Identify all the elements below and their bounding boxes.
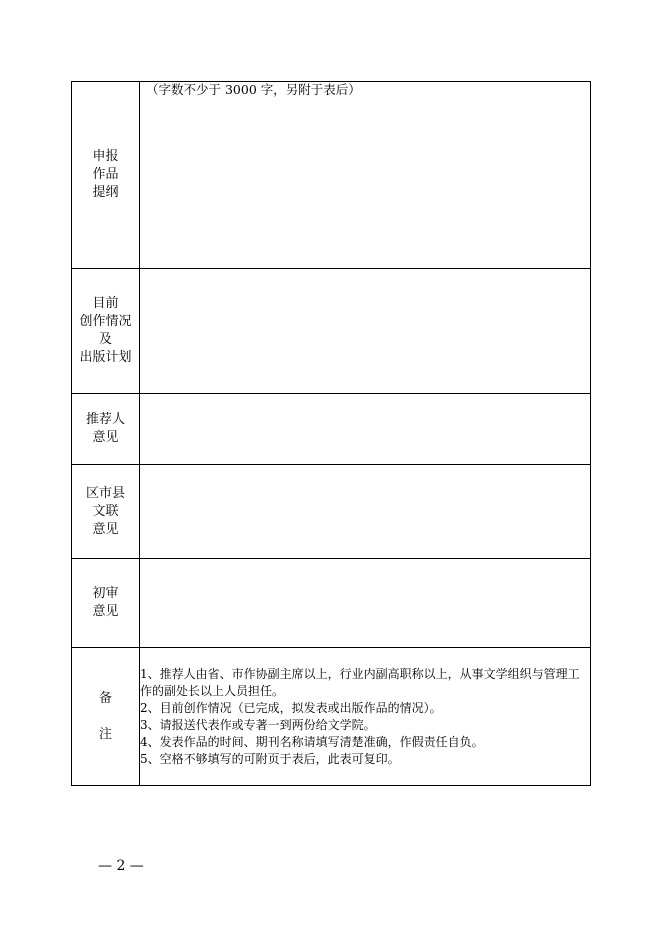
creation-status-label: [72, 269, 140, 394]
label-line: 意见: [92, 521, 119, 537]
label-line: 作品: [92, 167, 119, 182]
recommender-row: [72, 394, 591, 465]
label-line: 推荐人: [85, 412, 125, 427]
label-line: 创作情况: [79, 314, 132, 329]
label-line: 备: [98, 690, 112, 706]
district-federation-label: [72, 465, 140, 559]
district-federation-row: [72, 465, 591, 559]
label-line: 申报: [92, 149, 119, 164]
remarks-label: [72, 648, 140, 786]
remarks-notes: [140, 648, 591, 786]
outline-hint: （字数不少于 3000 字，另附于表后）: [146, 82, 361, 97]
label-line: 意见: [92, 430, 119, 445]
creation-status-field[interactable]: [140, 269, 591, 394]
remark-note: 4、发表作品的时间、期刊名称请填写清楚准确，作假责任自负。: [140, 734, 484, 749]
label-line: 目前: [92, 296, 119, 311]
creation-status-row: [72, 269, 591, 394]
recommender-label: [72, 394, 140, 465]
label-line: 区市县: [85, 485, 125, 501]
preliminary-review-row: [72, 559, 591, 648]
label-line: 文联: [92, 503, 119, 519]
preliminary-review-field[interactable]: [140, 559, 591, 648]
label-line: 及: [98, 332, 112, 347]
remarks-row: [72, 648, 591, 786]
label-line: 初审: [92, 586, 119, 601]
outline-label: [72, 82, 140, 269]
application-form-table: [71, 81, 591, 786]
label-line: 提纲: [92, 185, 119, 200]
remark-note: 1、推荐人由省、市作协副主席以上，行业内副高职称以上，从事文学组织与管理工作的副处长以上人员担任。: [140, 666, 580, 698]
remark-note: 3、请报送代表作或专著一到两份给文学院。: [140, 717, 376, 732]
preliminary-review-label: [72, 559, 140, 648]
label-line: 注: [98, 726, 112, 742]
page-number: — 2 —: [98, 858, 144, 874]
recommender-field[interactable]: [140, 394, 591, 465]
outline-row: [72, 82, 591, 269]
outline-field[interactable]: [140, 82, 591, 269]
remark-note: 2、目前创作情况（已完成，拟发表或出版作品的情况）。: [140, 700, 442, 715]
district-federation-field[interactable]: [140, 465, 591, 559]
label-line: 意见: [92, 604, 119, 619]
remark-note: 5、空格不够填写的可附页于表后，此表可复印。: [140, 751, 400, 766]
label-line: 出版计划: [79, 350, 132, 365]
